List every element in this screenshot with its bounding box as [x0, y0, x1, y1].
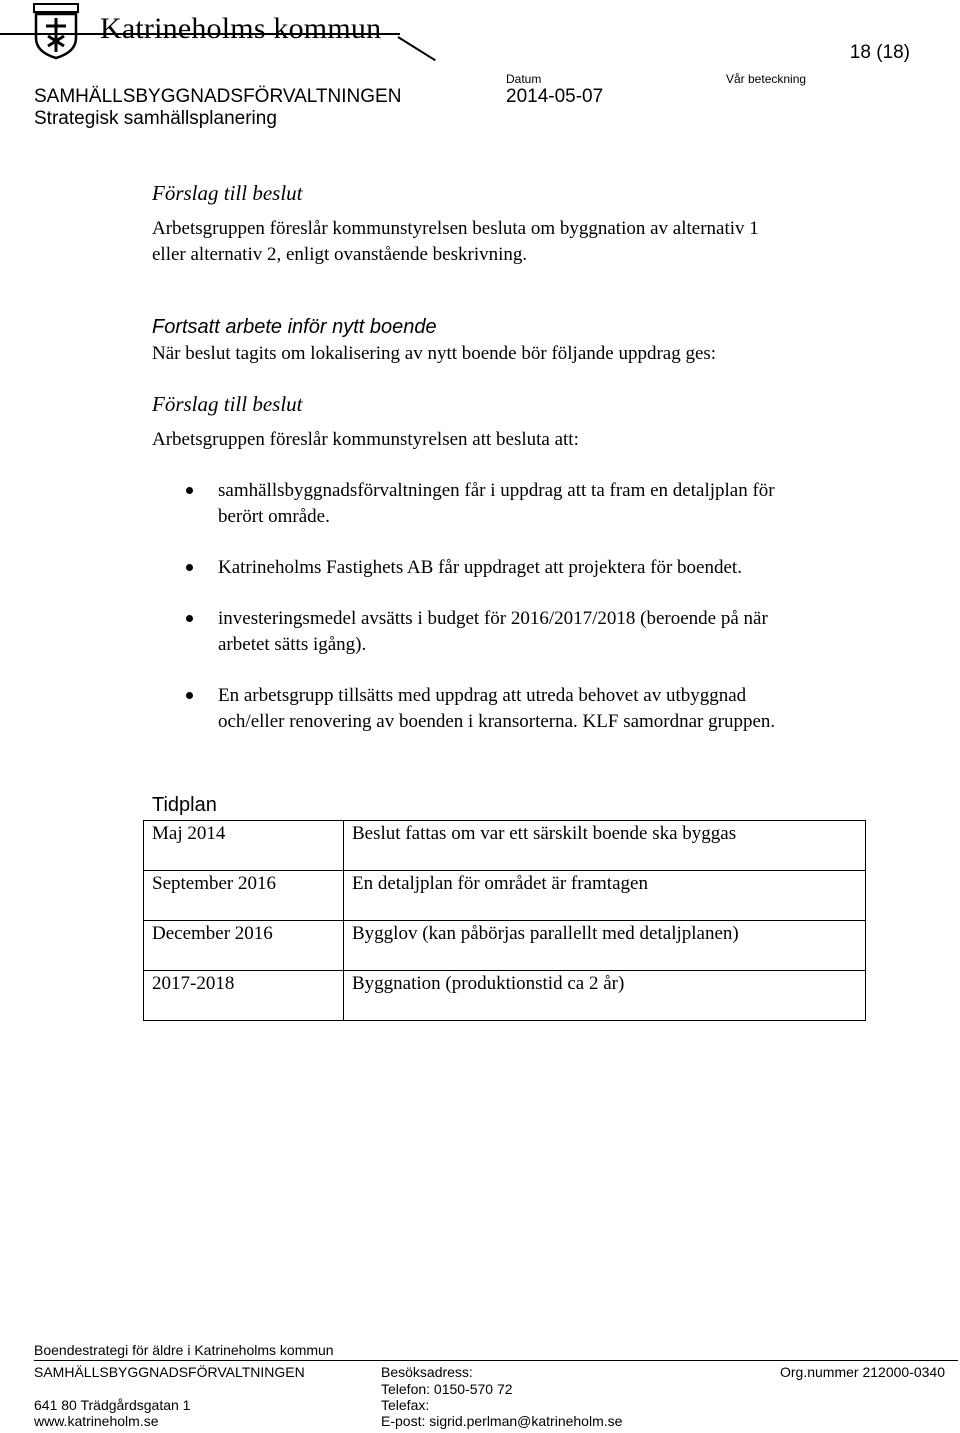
timeline-what: Bygglov (kan påbörjas parallellt med detaljplanen)	[344, 921, 866, 971]
timeline-when: 2017-2018	[144, 971, 344, 1021]
footer-department: SAMHÄLLSBYGGNADSFÖRVALTNINGEN	[34, 1364, 305, 1380]
timeline-what: En detaljplan för området är framtagen	[344, 871, 866, 921]
bullet-line: berört område.	[218, 506, 330, 527]
bullet-icon	[186, 692, 193, 699]
bullet-icon	[186, 487, 193, 494]
header-department: SAMHÄLLSBYGGNADSFÖRVALTNINGEN	[34, 86, 402, 107]
date-label: Datum	[506, 72, 542, 86]
bullet-line: och/eller renovering av boenden i kransorterna. KLF samordnar gruppen.	[218, 711, 776, 732]
table-row	[144, 821, 866, 871]
section1-line2: eller alternativ 2, enligt ovanstående beskrivning.	[152, 244, 528, 265]
timeline-when: Maj 2014	[144, 821, 344, 871]
footer-postal: 641 80 Trädgårdsgatan 1	[34, 1397, 191, 1413]
table-row	[144, 871, 866, 921]
footer-org-number: Org.nummer 212000-0340	[780, 1364, 945, 1380]
bullet-line: samhällsbyggnadsförvaltningen får i uppdrag att ta fram en detaljplan för	[218, 480, 775, 501]
timeline-what: Beslut fattas om var ett särskilt boende ska byggas	[344, 821, 866, 871]
timeline-what: Byggnation (produktionstid ca 2 år)	[344, 971, 866, 1021]
bullet-line: En arbetsgrupp tillsätts med uppdrag att utreda behovet av utbyggnad	[218, 685, 747, 706]
list-item	[152, 683, 872, 735]
timeline-heading: Tidplan	[152, 794, 217, 816]
reference-label: Vår beteckning	[726, 72, 807, 86]
timeline-table	[143, 820, 866, 1021]
section2-heading: Fortsatt arbete inför nytt boende	[152, 316, 437, 338]
bullet-icon	[186, 615, 193, 622]
logo-underline-diagonal	[397, 36, 435, 61]
org-logo-text: Katrineholms kommun	[100, 12, 382, 45]
section1-line1: Arbetsgruppen föreslår kommunstyrelsen besluta om byggnation av alternativ 1	[152, 218, 759, 239]
list-item	[152, 478, 872, 530]
list-item	[152, 555, 872, 581]
timeline-when: December 2016	[144, 921, 344, 971]
table-row	[144, 971, 866, 1021]
section2-intro: När beslut tagits om lokalisering av nytt boende bör följande uppdrag ges:	[152, 343, 717, 364]
bullet-line: investeringsmedel avsätts i budget för 2016/2017/2018 (beroende på när	[218, 608, 768, 629]
footer-divider	[34, 1360, 958, 1361]
header-unit: Strategisk samhällsplanering	[34, 108, 277, 129]
timeline-when: September 2016	[144, 871, 344, 921]
footer-web-link[interactable]: www.katrineholm.se	[34, 1413, 159, 1429]
table-row	[144, 921, 866, 971]
footer-fax: Telefax:	[381, 1397, 430, 1413]
decision-bullet-list	[152, 478, 872, 760]
footer-phone: Telefon: 0150-570 72	[381, 1381, 513, 1397]
page-number: 18 (18)	[849, 42, 910, 63]
section2-subheading: Förslag till beslut	[152, 392, 303, 416]
footer-email[interactable]: E-post: sigrid.perlman@katrineholm.se	[381, 1413, 623, 1429]
section1-heading: Förslag till beslut	[152, 181, 303, 205]
coat-of-arms-icon	[32, 2, 80, 60]
section2-lead: Arbetsgruppen föreslår kommunstyrelsen att besluta att:	[152, 429, 579, 450]
bullet-icon	[186, 564, 193, 571]
footer-visit-label: Besöksadress:	[381, 1364, 473, 1380]
footer-doc-title: Boendestrategi för äldre i Katrineholms kommun	[34, 1342, 334, 1358]
bullet-line: arbetet sätts igång).	[218, 634, 367, 655]
date-value: 2014-05-07	[506, 86, 604, 107]
bullet-line: Katrineholms Fastighets AB får uppdraget att projektera för boendet.	[218, 557, 742, 578]
list-item	[152, 606, 872, 658]
